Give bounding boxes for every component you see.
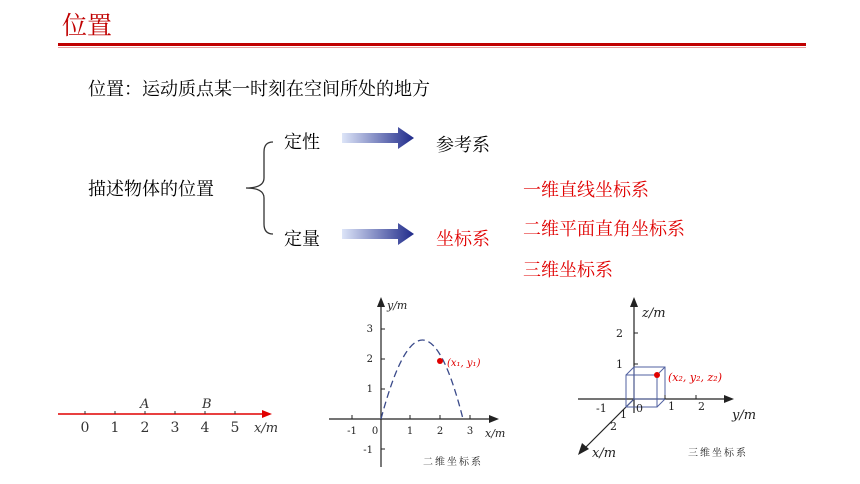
branch-quantitative: 定量 (284, 229, 320, 250)
title-underline (58, 43, 806, 46)
figure-caption: 二维坐标系 (423, 457, 483, 468)
x-tick-label: 2 (610, 420, 617, 433)
x-tick-label: 1 (406, 426, 414, 437)
figure-1d-axis (52, 392, 282, 440)
point-x1y1 (437, 358, 443, 364)
point-a-label: A (140, 397, 150, 412)
definition-text: 位置：运动质点某一时刻在空间所处的地方 (88, 79, 430, 100)
describe-label: 描述物体的位置 (88, 179, 214, 200)
brace-connector (240, 138, 280, 242)
y-tick-label: 2 (698, 400, 705, 413)
tick-label: 3 (170, 420, 180, 436)
z-axis-label: z/m (642, 306, 666, 321)
y-tick-label: 3 (366, 324, 373, 335)
y-axis-label: y/m (387, 299, 408, 312)
x-axis-arrowhead (262, 410, 272, 418)
point-label: (x₂, y₂, z₂) (668, 371, 723, 384)
tick-label: 4 (200, 420, 210, 436)
result-coordinate-system: 坐标系 (436, 229, 490, 250)
result-reference-frame: 参考系 (436, 135, 490, 156)
coord-type-1d: 一维直线坐标系 (523, 180, 649, 201)
x-axis-label: x/m (592, 446, 617, 461)
page-title: 位置 (62, 11, 113, 40)
x-tick-label: 1 (620, 408, 627, 421)
tick-label: 0 (80, 420, 90, 436)
x-axis-label: x/m (485, 427, 506, 440)
tick-label: 1 (110, 420, 120, 436)
y-tick-label: 1 (668, 400, 675, 413)
figure-caption: 三维坐标系 (688, 448, 748, 459)
y-axis-arrowhead (724, 395, 734, 403)
title-underline-shadow (58, 47, 806, 48)
x-tick-label: -1 (347, 426, 357, 437)
point-label: (x₁, y₁) (447, 358, 481, 369)
trajectory-curve (381, 340, 463, 419)
arrow-qualitative-icon (342, 127, 416, 149)
z-tick-label: 2 (616, 327, 623, 340)
coord-type-2d: 二维平面直角坐标系 (523, 219, 685, 240)
z-tick-label: 1 (616, 358, 623, 371)
figure-3d-coords (572, 293, 792, 473)
y-tick-label: -1 (596, 402, 607, 415)
y-tick-label: -1 (363, 445, 373, 456)
y-tick-label: 0 (636, 402, 643, 415)
tick-label: 2 (140, 420, 150, 436)
branch-qualitative: 定性 (284, 132, 320, 153)
point-b-label: B (202, 397, 212, 412)
x-tick-label: 3 (466, 426, 474, 437)
x-axis-arrowhead (578, 443, 589, 455)
coord-type-3d: 三维坐标系 (523, 260, 613, 281)
tick-label: 5 (230, 420, 240, 436)
y-tick-label: 1 (366, 384, 373, 395)
y-tick-label: 2 (366, 354, 373, 365)
axis-label: x/m (254, 421, 279, 436)
point-x2y2z2 (654, 372, 660, 378)
x-tick-label: 0 (371, 426, 379, 437)
x-axis-arrowhead (489, 415, 499, 423)
x-tick-label: 2 (436, 426, 444, 437)
y-axis-arrowhead (377, 297, 385, 307)
z-axis-arrowhead (630, 297, 638, 307)
figure-2d-coords (325, 295, 525, 475)
arrow-quantitative-icon (342, 223, 416, 245)
y-axis-label: y/m (732, 408, 757, 423)
